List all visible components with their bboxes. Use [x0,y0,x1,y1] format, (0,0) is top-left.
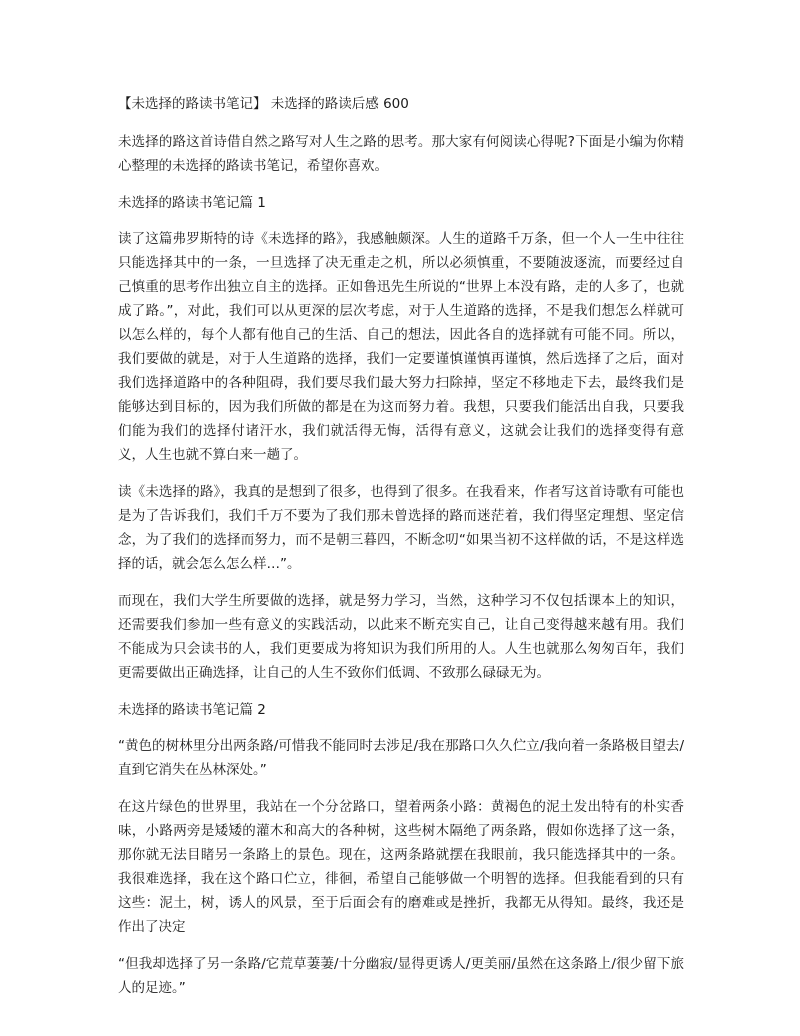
document-page [118,92,684,1013]
section-2-paragraph-2: 在这片绿色的世界里，我站在一个分岔路口，望着两条小路：黄褐色的泥土发出特有的朴实香味，小路两旁是矮矮的灌木和高大的各种树，这些树木隔绝了两条路，假如你选择了这一条，那你就无法目睹另一条路上的景色。现在，这两条路就摆在我眼前，我只能选择其中的一条。我很难选择，我在这个路口伫立，徘徊，希望自己能够做一个明智的选择。但我能看到的只有这些：泥土，树，诱人的风景，至于后面会有的磨难或是挫折，我都无从得知。最终，我还是作出了决定 [118,799,684,935]
section-1-paragraph-3: 而现在，我们大学生所要做的选择，就是努力学习，当然，这种学习不仅包括课本上的知识，还需要我们参加一些有意义的实践活动，以此来不断充实自己，让自己变得越来越有用。我们不能成为只会读书的人，我们更要成为将知识为我们所用的人。人生也就那么匆匆百年，我们更需要做出正确选择，让自己的人生不致你们低调、不致那么碌碌无为。 [118,593,684,681]
intro-paragraph: 未选择的路这首诗借自然之路写对人生之路的思考。那大家有何阅读心得呢?下面是小编为你精心整理的未选择的路读书笔记，希望你喜欢。 [118,134,684,174]
section-2-paragraph-1: “黄色的树林里分出两条路/可惜我不能同时去涉足/我在那路口久久伫立/我向着一条路极目望去/直到它消失在丛林深处。” [118,738,684,778]
section-1-paragraph-1: 读了这篇弗罗斯特的诗《未选择的路》，我感触颇深。人生的道路千万条，但一个人一生中往往只能选择其中的一条，一旦选择了决无重走之机，所以必须慎重，不要随波逐流，而要经过自己慎重的思考作出独立自主的选择。正如鲁迅先生所说的“世界上本没有路，走的人多了，也就成了路。”，对此，我们可以从更深的层次考虑，对于人生道路的选择，不是我们想怎么样就可以怎么样的，每个人都有他自己的生活、自己的想法，因此各自的选择就有可能不同。所以，我们要做的就是，对于人生道路的选择，我们一定要谨慎谨慎再谨慎，然后选择了之后，面对我们选择道路中的各种阻碍，我们要尽我们最大努力扫除掉，坚定不移地走下去，最终我们是能够达到目标的，因为我们所做的都是在为这而努力着。我想，只要我们能活出自我，只要我们能为我们的选择付诸汗水，我们就活得无悔，活得有意义，这就会让我们的选择变得有意义，人生也就不算白来一趟了。 [118,231,684,463]
document-title: 【未选择的路读书笔记】 未选择的路读后感 600 [118,96,409,112]
section-1-paragraph-2: 读《未选择的路》，我真的是想到了很多，也得到了很多。在我看来，作者写这首诗歌有可能也是为了告诉我们，我们千万不要为了我们那未曾选择的路而迷茫着，我们得坚定理想、坚定信念，为了我们的选择而努力，而不是朝三暮四，不断念叨“如果当初不这样做的话，不是这样选择的话，就会怎么怎么样…”。 [118,484,684,572]
section-2-paragraph-3: “但我却选择了另一条路/它荒草萋萋/十分幽寂/显得更诱人/更美丽/虽然在这条路上/很少留下旅人的足迹。” [118,956,684,996]
section-1-heading: 未选择的路读书笔记篇 1 [118,195,266,211]
section-2-heading: 未选择的路读书笔记篇 2 [118,702,266,718]
